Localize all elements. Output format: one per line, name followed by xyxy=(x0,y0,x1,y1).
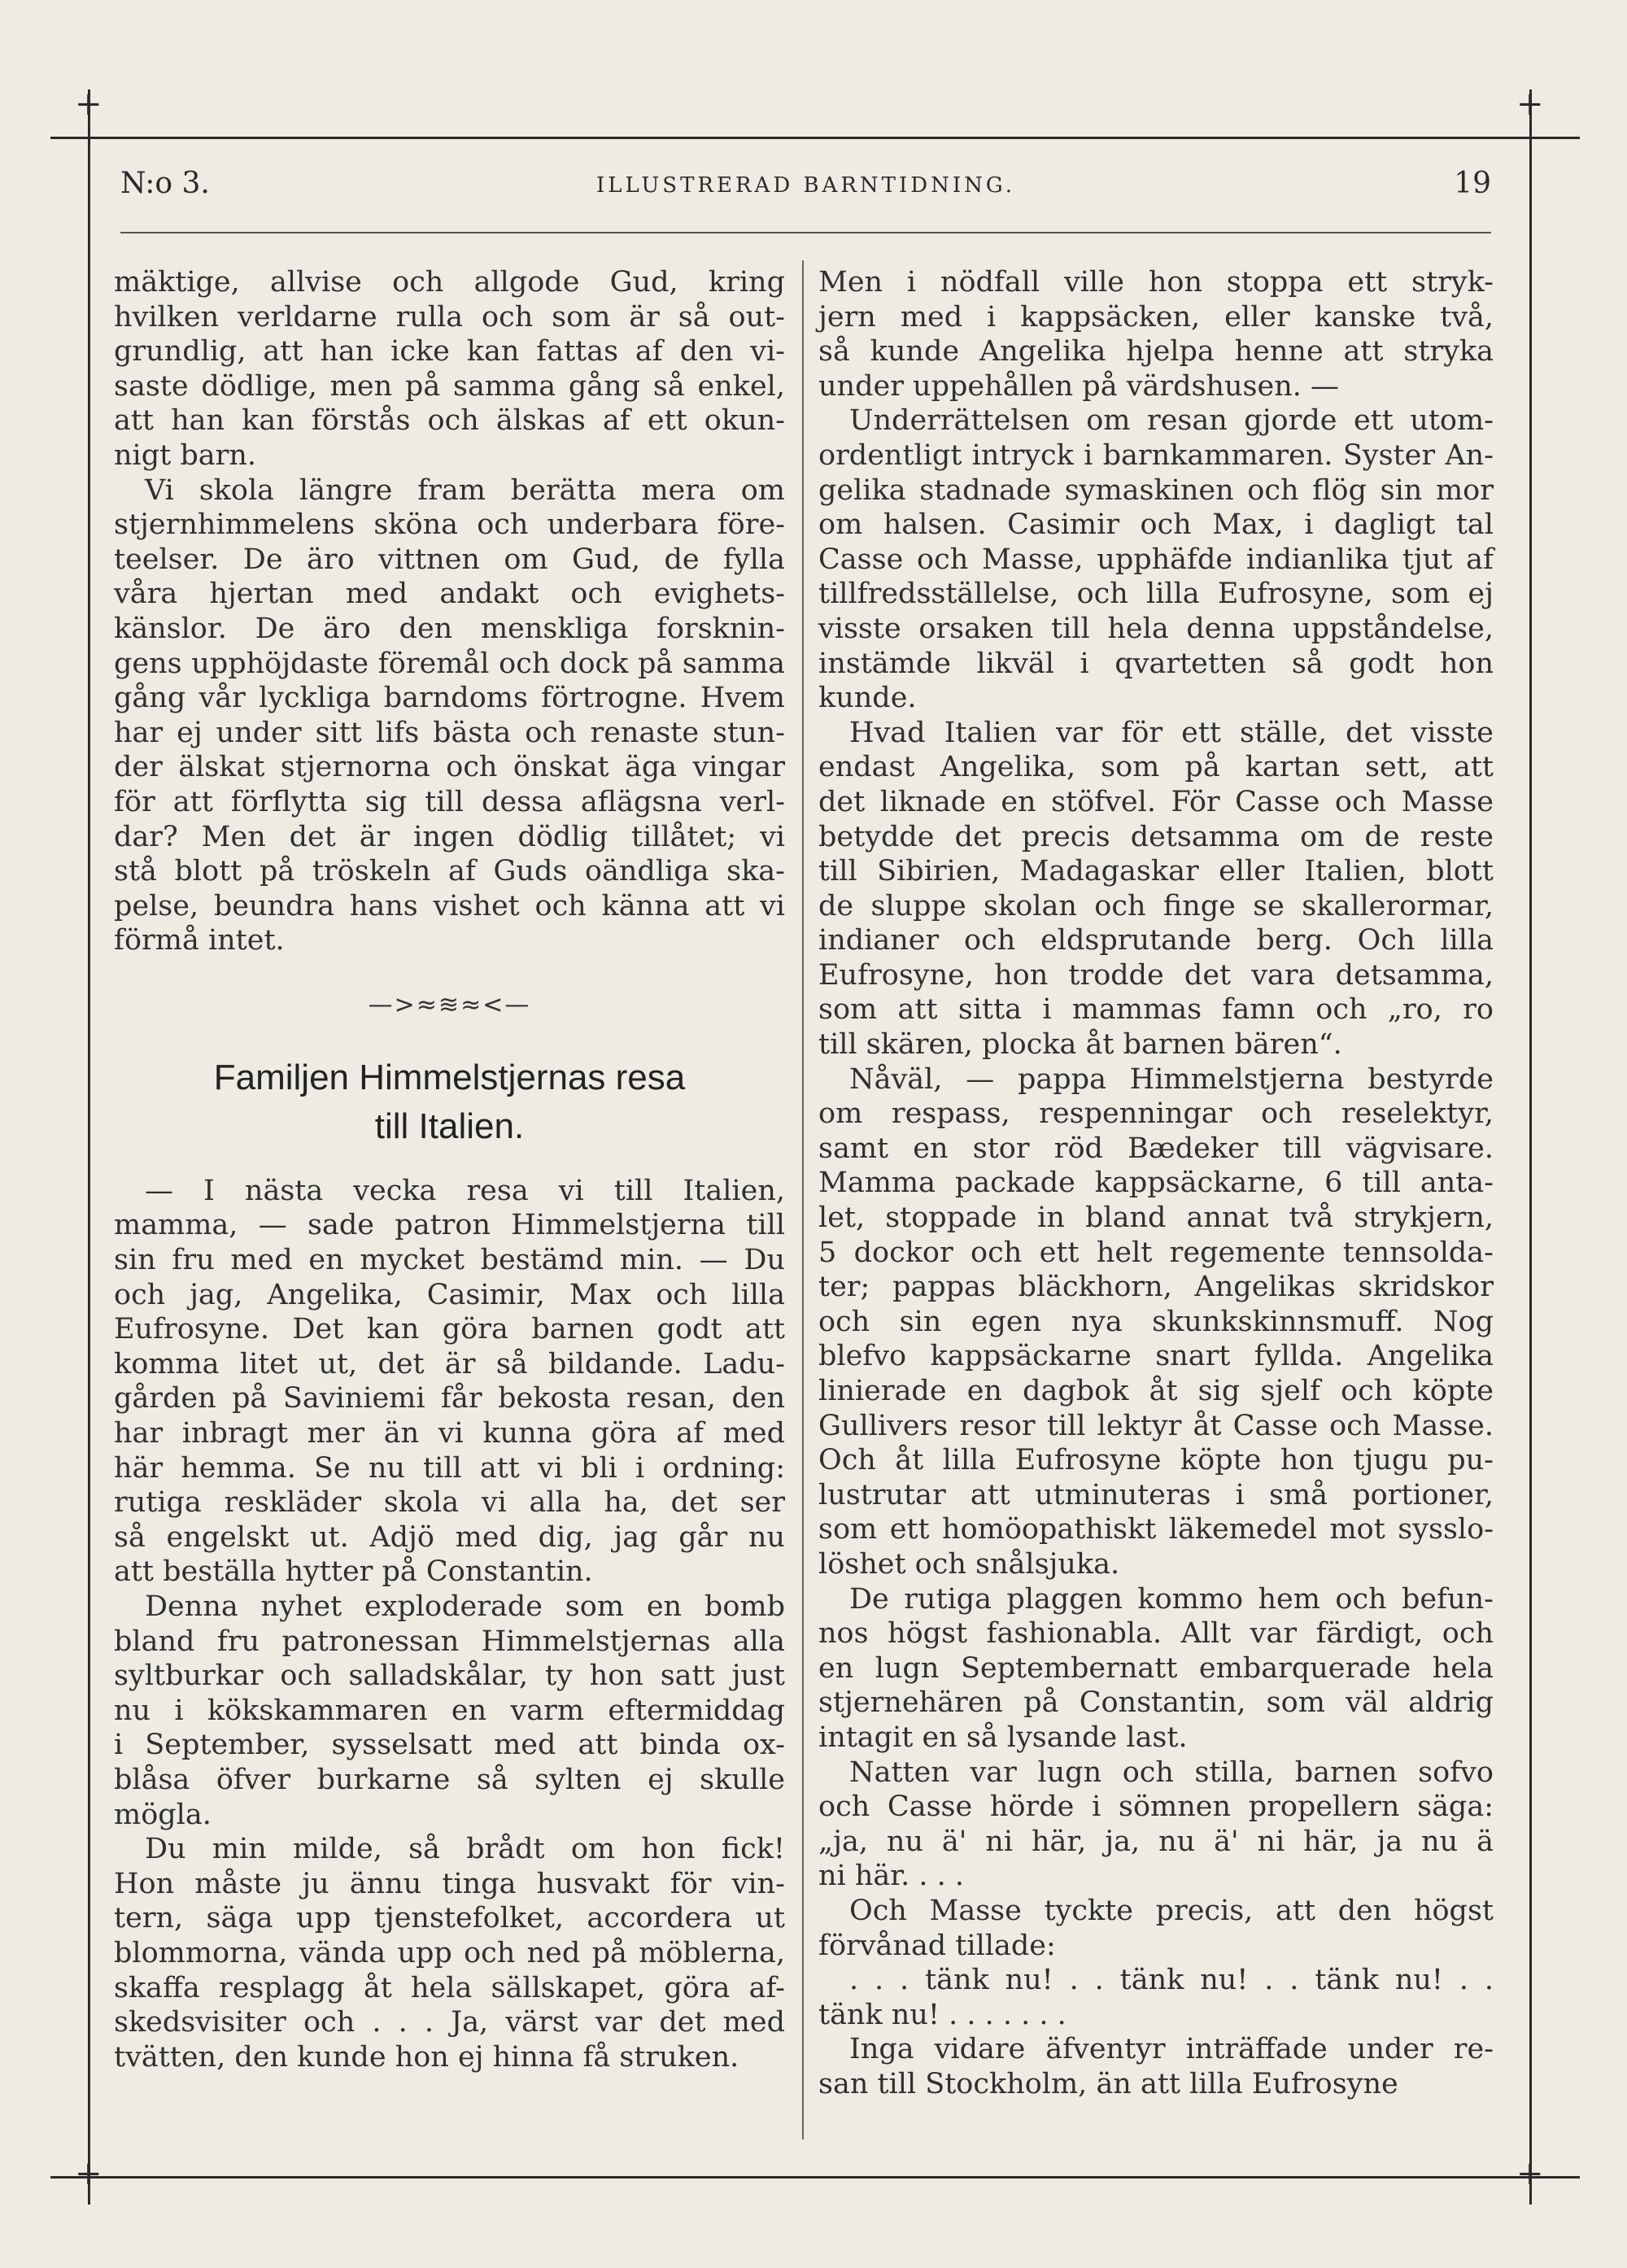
text-line: syltburkar och salladskålar, ty hon satt just xyxy=(114,1660,785,1693)
text-line: instämde likväl i qvartetten så godt hon kunde. xyxy=(818,647,1494,715)
text-line: Nåväl, — pappa Himmelstjerna bestyrde xyxy=(849,1062,1494,1096)
left-article-text xyxy=(114,1174,785,2074)
text-line: Eufrosyne, hon trodde det vara detsamma, xyxy=(818,958,1494,992)
text-line: grundlig, att han icke kan fattas af den vi- xyxy=(114,335,785,369)
text-line: blefvo kappsäckarne snart fyllda. Angelika xyxy=(818,1340,1494,1373)
text-line: samt en stor röd Bædeker till vägvisare. xyxy=(818,1132,1494,1165)
text-line: stjernhimmelens sköna och underbara före- xyxy=(114,508,785,542)
text-line: Gullivers resor till lektyr åt Casse och Masse. xyxy=(818,1409,1494,1442)
text-line: — I nästa vecka resa vi till Italien, xyxy=(145,1174,785,1207)
crop-mark-icon: + xyxy=(1516,85,1544,123)
text-line: komma litet ut, det är så bildande. Ladu- xyxy=(114,1347,785,1380)
text-line: mamma, — sade patron Himmelstjerna till xyxy=(114,1209,785,1242)
crop-mark-icon: + xyxy=(1516,2155,1544,2192)
text-line: der älskat stjernorna och önskat äga vingar xyxy=(114,751,785,784)
text-line: nigt barn. xyxy=(114,438,256,472)
text-line: Mamma packade kappsäckarne, 6 till anta- xyxy=(818,1167,1494,1200)
text-line: och jag, Angelika, Casimir, Max och lilla xyxy=(114,1278,785,1311)
text-line: lustrutar att utminuteras i små portioner, xyxy=(818,1478,1494,1511)
text-line: mäktige, allvise och allgode Gud, kring xyxy=(114,266,785,299)
text-line: att beställa hytter på Constantin. xyxy=(114,1555,593,1589)
text-line: gården på Saviniemi får bekosta resan, den xyxy=(114,1382,785,1415)
text-line: betydde det precis detsamma om de reste xyxy=(818,820,1494,853)
text-line: Natten var lugn och stilla, barnen sofvo xyxy=(849,1756,1494,1789)
header-rule xyxy=(120,232,1491,233)
text-line: teelser. De äro vittnen om Gud, de fylla xyxy=(114,543,785,576)
text-line: blommorna, vända upp och ned på möblerna, xyxy=(114,1936,785,1969)
text-line: Men i nödfall ville hon stoppa ett stryk- xyxy=(818,266,1494,299)
text-line: jern med i kappsäcken, eller kanske två, xyxy=(818,300,1494,334)
text-line: Vi skola längre fram berätta mera om xyxy=(145,473,785,507)
text-line: om respass, respenningar och reselektyr, xyxy=(818,1097,1494,1131)
frame-top-rule xyxy=(50,137,1580,139)
text-line: som att sitta i mammas famn och „ro, ro xyxy=(818,993,1494,1027)
text-line: nos högst fashionabla. Allt var färdigt, och xyxy=(818,1617,1494,1651)
text-line: tänk nu! . . . . . . . xyxy=(818,1998,1066,2031)
text-line: san till Stockholm, än att lilla Eufrosyne xyxy=(818,2067,1398,2100)
text-line: så engelskt ut. Adjö med dig, jag går nu xyxy=(114,1520,785,1554)
right-column xyxy=(818,265,1494,2101)
text-line: dar? Men det är ingen dödlig tillåtet; vi xyxy=(114,820,785,853)
frame-bottom-rule xyxy=(50,2176,1580,2179)
text-line: De rutiga plaggen kommo hem och befun- xyxy=(849,1582,1494,1616)
text-line: de sluppe skolan och finge se skallerormar, xyxy=(818,889,1494,922)
text-line: det liknade en stöfvel. För Casse och Masse xyxy=(818,785,1494,818)
text-line: våra hjertan med andakt och evighets- xyxy=(114,578,785,611)
text-line: ter; pappas bläckhorn, Angelikas skridskor xyxy=(818,1271,1494,1304)
text-line: stjernehären på Constantin, som väl aldrig xyxy=(818,1686,1494,1720)
text-line: Du min milde, så brådt om hon fick! xyxy=(145,1833,785,1866)
text-line: blåsa öfver burkarne så sylten ej skulle xyxy=(114,1763,785,1796)
text-line: indianer och eldsprutande berg. Och lilla xyxy=(818,924,1494,957)
text-line: känslor. De äro den menskliga forsknin- xyxy=(114,612,785,645)
text-line: 5 dockor och ett helt regemente tennsolda- xyxy=(818,1236,1494,1269)
text-line: mögla. xyxy=(114,1798,212,1831)
issue-number: N:o 3. xyxy=(120,167,210,200)
text-line: skedsvisiter och . . . Ja, värst var det med xyxy=(114,2006,785,2039)
text-line: Inga vidare äfventyr inträffade under re- xyxy=(849,2033,1494,2066)
text-line: nu i kökskammaren en varm eftermiddag xyxy=(114,1694,785,1727)
text-line: stå blott på tröskeln af Guds oändliga ska- xyxy=(114,855,785,888)
text-line: till Sibirien, Madagaskar eller Italien, blott xyxy=(818,855,1494,888)
text-line: Underrättelsen om resan gjorde ett utom- xyxy=(849,404,1494,438)
text-line: Eufrosyne. Det kan göra barnen godt att xyxy=(114,1313,785,1346)
frame-left-rule xyxy=(88,89,90,2205)
text-line: här hemma. Se nu till att vi bli i ordning: xyxy=(114,1451,785,1485)
running-header xyxy=(120,167,1491,216)
text-line: och Casse hörde i sömnen propellern säga: xyxy=(818,1790,1494,1824)
frame-right-rule xyxy=(1529,89,1532,2205)
article-heading xyxy=(114,1053,785,1151)
text-line: Hon måste ju ännu tinga husvakt för vin- xyxy=(114,1867,785,1900)
crop-mark-icon: + xyxy=(75,2155,103,2192)
text-line: Och Masse tyckte precis, att den högst xyxy=(849,1894,1494,1927)
text-line: Denna nyhet exploderade som en bomb xyxy=(145,1590,785,1623)
crop-mark-icon: + xyxy=(75,85,103,123)
text-line: förvånad tillade: xyxy=(818,1929,1056,1962)
section-ornament: —>≈≋≈<— xyxy=(368,990,531,1019)
text-line: sin fru med en mycket bestämd min. — Du xyxy=(114,1244,785,1277)
text-line: saste dödlige, men på samma gång så enkel, xyxy=(114,369,785,403)
text-line: pelse, beundra hans vishet och känna att vi xyxy=(114,889,785,922)
text-line: gens upphöjdaste föremål och dock på samma xyxy=(114,647,785,680)
text-line: ordentligt intryck i barnkammaren. Syster An- xyxy=(818,438,1494,472)
text-line: så kunde Angelika hjelpa henne att stryka xyxy=(818,335,1494,369)
text-line: ni här. . . . xyxy=(818,1860,965,1893)
text-line: gelika stadnade symaskinen och flög sin mor xyxy=(818,473,1494,507)
text-line: skaffa resplagg åt hela sällskapet, göra af- xyxy=(114,1971,785,2004)
column-rule xyxy=(802,260,804,2139)
text-line: tvätten, den kunde hon ej hinna få struken. xyxy=(114,2040,739,2074)
heading-line: till Italien. xyxy=(374,1106,525,1146)
text-line: Hvad Italien var för ett ställe, det visste xyxy=(849,716,1494,749)
text-line: intagit en så lysande last. xyxy=(818,1721,1188,1754)
text-line: för att förflytta sig till dessa aflägsna verl- xyxy=(114,785,785,818)
text-line: en lugn Septembernatt embarquerade hela xyxy=(818,1651,1494,1685)
text-line: linierade en dagbok åt sig sjelf och köpte xyxy=(818,1375,1494,1407)
text-line: har ej under sitt lifs bästa och renaste stun- xyxy=(114,716,785,749)
text-line: under uppehållen på värdshusen. — xyxy=(818,369,1339,403)
text-line: let, stoppade in bland annat två strykjern, xyxy=(818,1202,1494,1235)
text-line: Casse och Masse, upphäfde indianlika tjut af xyxy=(818,543,1494,576)
heading-line: Familjen Himmelstjernas resa xyxy=(213,1057,686,1097)
text-line: till skären, plocka åt barnen bären“. xyxy=(818,1028,1342,1062)
text-line: Och åt lilla Eufrosyne köpte hon tjugu pu- xyxy=(818,1444,1494,1477)
text-line: visste orsaken till hela denna uppståndelse, xyxy=(818,612,1494,645)
text-line: som ett homöopathiskt läkemedel mot sysslo- xyxy=(818,1513,1494,1546)
text-line: löshet och snålsjuka. xyxy=(818,1547,1120,1581)
text-line: tern, säga upp tjenstefolket, accordera ut xyxy=(114,1902,785,1935)
text-line: att han kan förstås och älskas af ett okun- xyxy=(114,404,785,438)
text-line: och sin egen nya skunkskinnsmuff. Nog xyxy=(818,1305,1494,1338)
text-line: om halsen. Casimir och Max, i dagligt tal xyxy=(818,508,1494,542)
journal-title: ILLUSTRERAD BARNTIDNING. xyxy=(595,173,1015,198)
text-line: rutiga reskläder skola vi alla ha, det ser xyxy=(114,1486,785,1520)
text-line: endast Angelika, som på kartan sett, att xyxy=(818,751,1494,784)
left-intro-text xyxy=(114,265,785,958)
text-line: har inbragt mer än vi kunna göra af med xyxy=(114,1417,785,1450)
left-column xyxy=(114,265,785,2074)
text-line: förmå intet. xyxy=(114,924,285,957)
page-number: 19 xyxy=(1454,167,1491,200)
text-line: tillfredsställelse, och lilla Eufrosyne, som ej xyxy=(818,578,1494,611)
text-line: . . . tänk nu! . . tänk nu! . . tänk nu! . . xyxy=(849,1964,1494,1997)
text-line: hvilken verldarne rulla och som är så out- xyxy=(114,300,785,334)
text-line: „ja, nu ä' ni här, ja, nu ä' ni här, ja nu ä xyxy=(818,1825,1494,1858)
text-line: i September, sysselsatt med att binda ox- xyxy=(114,1729,785,1762)
text-line: gång vår lyckliga barndoms förtrogne. Hvem xyxy=(114,682,785,715)
text-line: bland fru patronessan Himmelstjernas alla xyxy=(114,1625,785,1658)
